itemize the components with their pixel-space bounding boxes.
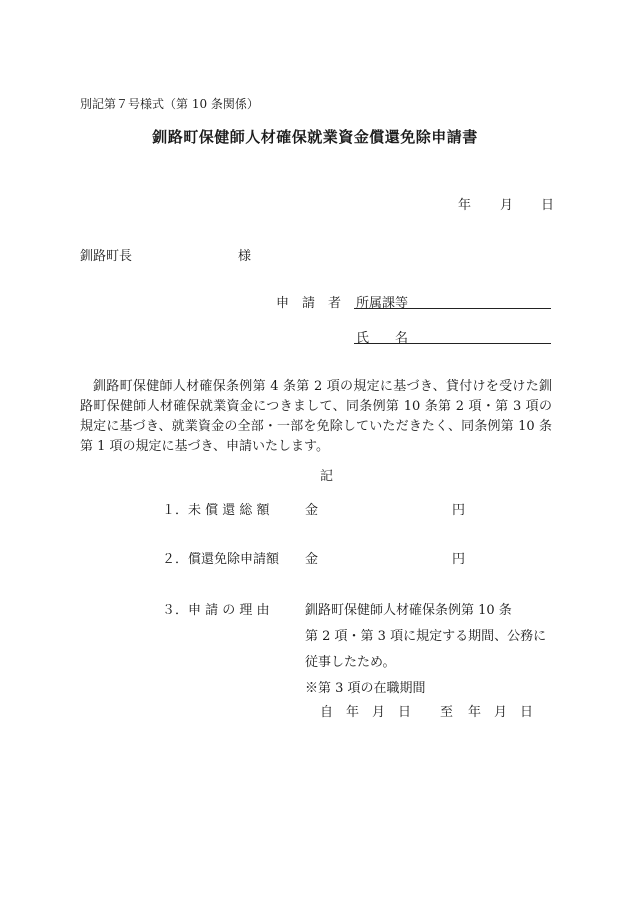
department-underline (354, 308, 551, 309)
body-text: 釧路町保健師人材確保条例第 4 条第 2 項の規定に基づき、貸付けを受けた釧路町保健師人材確保就業資金につきまして、同条例第 10 条第 2 項・第 3 項の規定に基づき、就業資金の全部・一部を免除していただきたく、同条例第 10 条第 1 項の規定に基づき、申請いたします。 (80, 379, 552, 454)
item-2-unit: 円 (452, 552, 466, 567)
period-from-month: 月 (372, 705, 386, 720)
item-3-label: ３．申 請 の 理 由 (162, 603, 270, 618)
period-from-year: 年 (346, 705, 360, 720)
name-underline (354, 343, 551, 344)
period-to-month: 月 (494, 705, 508, 720)
reason-line-2: 第 2 項・第 3 項に規定する期間、公務に (305, 629, 547, 644)
period-to-year: 年 (468, 705, 482, 720)
reason-line-1: 釧路町保健師人材確保条例第 10 条 (305, 603, 512, 618)
addressee-name: 釧路町長 (80, 249, 133, 264)
item-2-prefix: 金 (305, 552, 319, 567)
period-from: 自 (320, 705, 334, 720)
date-year: 年 (458, 198, 472, 213)
name-label: 氏 名 (356, 331, 409, 346)
department-label: 所属課等 (356, 296, 409, 311)
period-from-day: 日 (398, 705, 412, 720)
item-2-label: ２．償還免除申請額 (162, 552, 280, 567)
date-day: 日 (541, 198, 555, 213)
body-paragraph (80, 377, 552, 457)
reason-line-3: 従事したため。 (305, 655, 396, 670)
record-heading: 記 (320, 469, 334, 484)
period-to-day: 日 (520, 705, 534, 720)
form-reference: 別記第７号様式（第 10 条関係） (80, 97, 259, 111)
applicant-label: 申 請 者 (276, 296, 342, 311)
item-1-label: １．未 償 還 総 額 (162, 503, 270, 518)
date-month: 月 (500, 198, 514, 213)
item-1-unit: 円 (452, 503, 466, 518)
addressee-honorific: 様 (238, 249, 252, 264)
document-title: 釧路町保健師人材確保就業資金償還免除申請書 (152, 128, 478, 146)
reason-line-4: ※第 3 項の在職期間 (305, 681, 426, 696)
item-1-prefix: 金 (305, 503, 319, 518)
period-to: 至 (440, 705, 454, 720)
